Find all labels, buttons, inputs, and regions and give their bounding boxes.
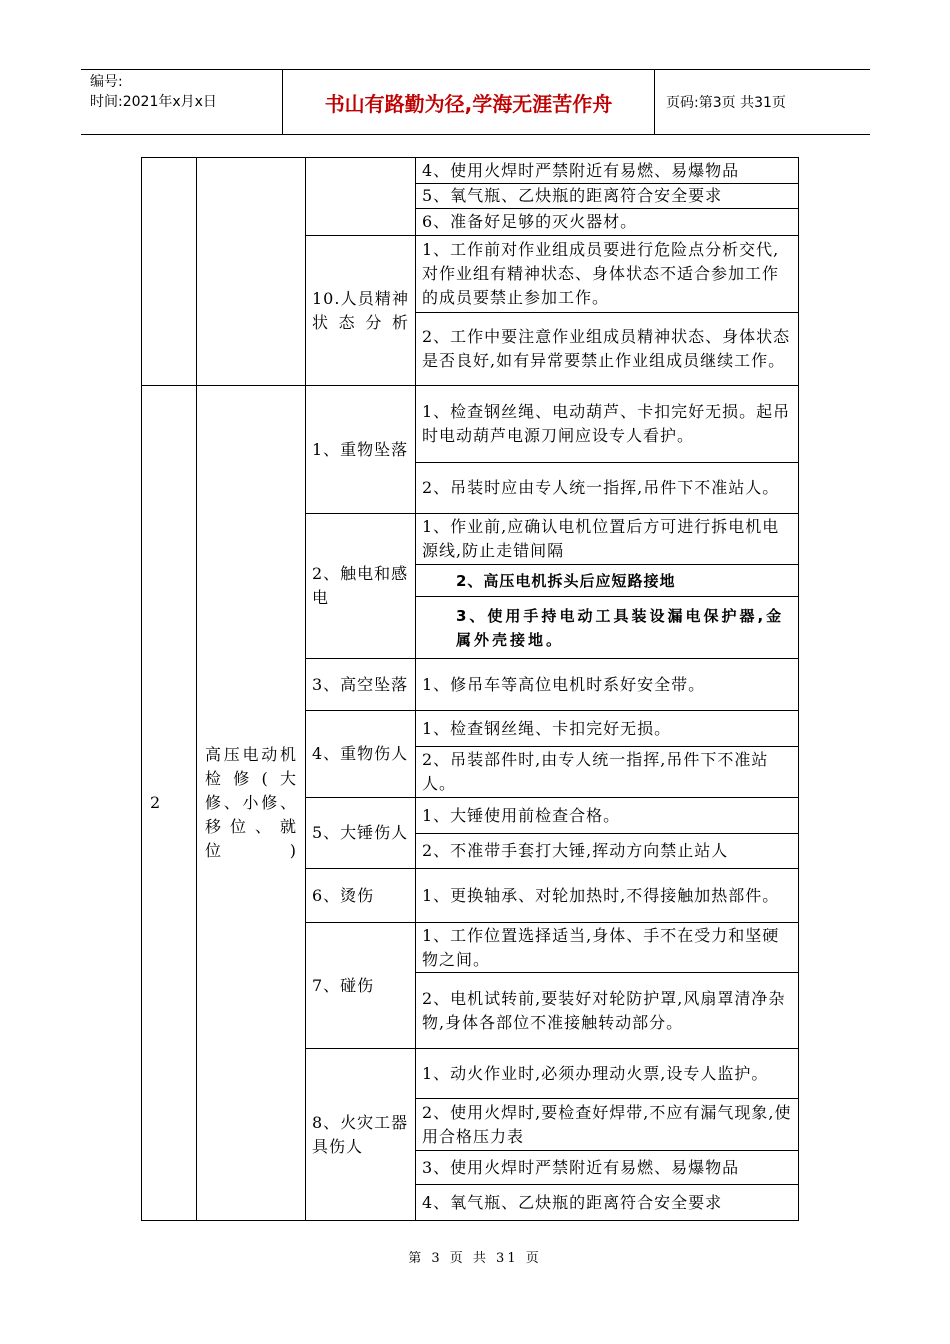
measure-cell-bold: 2、高压电机拆头后应短路接地	[416, 565, 799, 597]
header-motto: 书山有路勤为径,学海无涯苦作舟	[283, 70, 655, 134]
measure-cell: 1、大锤使用前检查合格。	[416, 798, 799, 834]
time-label: 时间:2021年x月x日	[90, 94, 217, 110]
hazard-cell: 10.人员精神状态分析	[306, 236, 416, 386]
page-number-label: 页码:第3页 共31页	[666, 95, 786, 111]
hazard-cell: 1、重物坠落	[306, 386, 416, 514]
header-meta	[81, 70, 283, 134]
measure-cell: 2、吊装时应由专人统一指挥,吊件下不准站人。	[416, 463, 799, 514]
measure-cell: 1、作业前,应确认电机位置后方可进行拆电机电源线,防止走错间隔	[416, 514, 799, 565]
measure-cell-bold: 3、使用手持电动工具装设漏电保护器,金属外壳接地。	[416, 597, 799, 659]
hazard-cell: 5、大锤伤人	[306, 798, 416, 869]
project-cell	[197, 158, 306, 386]
measure-cell: 2、使用火焊时,要检查好焊带,不应有漏气现象,使用合格压力表	[416, 1099, 799, 1151]
measure-cell: 1、工作前对作业组成员要进行危险点分析交代,对作业组有精神状态、身体状态不适合参加工作的成员要禁止参加工作。	[416, 236, 799, 313]
measure-cell: 2、工作中要注意作业组成员精神状态、身体状态是否良好,如有异常要禁止作业组成员继续工作。	[416, 313, 799, 386]
table-row	[142, 386, 799, 463]
measure-cell: 1、检查钢丝绳、电动葫芦、卡扣完好无损。起吊时电动葫芦电源刀闸应设专人看护。	[416, 386, 799, 463]
hazard-cell	[306, 158, 416, 236]
measure-cell: 2、不准带手套打大锤,挥动方向禁止站人	[416, 834, 799, 869]
measure-cell: 2、吊装部件时,由专人统一指挥,吊件下不准站人。	[416, 747, 799, 798]
measure-cell: 1、检查钢丝绳、卡扣完好无损。	[416, 711, 799, 747]
page-footer: 第 3 页 共 31 页	[408, 1251, 542, 1266]
hazard-cell: 3、高空坠落	[306, 659, 416, 711]
hazard-cell: 8、火灾工器具伤人	[306, 1049, 416, 1221]
measure-cell: 1、更换轴承、对轮加热时,不得接触加热部件。	[416, 869, 799, 923]
hazard-cell: 2、触电和感电	[306, 514, 416, 659]
measure-cell: 4、使用火焊时严禁附近有易燃、易爆物品	[416, 158, 799, 184]
hazard-cell: 6、烫伤	[306, 869, 416, 923]
measure-cell: 5、氧气瓶、乙炔瓶的距离符合安全要求	[416, 184, 799, 209]
project-cell: 高压电动机检修(大修、小修、移位、就位)	[197, 386, 306, 1221]
table-row	[142, 158, 799, 184]
measure-cell: 4、氧气瓶、乙炔瓶的距离符合安全要求	[416, 1185, 799, 1221]
measure-cell: 1、工作位置选择适当,身体、手不在受力和坚硬物之间。	[416, 923, 799, 973]
number-cell: 2	[142, 386, 197, 1221]
measure-cell: 2、电机试转前,要装好对轮防护罩,风扇罩清净杂物,身体各部位不准接触转动部分。	[416, 973, 799, 1049]
measure-cell: 3、使用火焊时严禁附近有易燃、易爆物品	[416, 1151, 799, 1185]
measure-cell: 1、动火作业时,必须办理动火票,设专人监护。	[416, 1049, 799, 1099]
hazard-cell: 7、碰伤	[306, 923, 416, 1049]
number-cell	[142, 158, 197, 386]
number-label: 编号:	[90, 74, 123, 90]
measure-cell: 1、修吊车等高位电机时系好安全带。	[416, 659, 799, 711]
risk-control-table	[141, 157, 799, 1221]
hazard-cell: 4、重物伤人	[306, 711, 416, 798]
page-header	[81, 69, 870, 135]
measure-cell: 6、准备好足够的灭火器材。	[416, 209, 799, 236]
